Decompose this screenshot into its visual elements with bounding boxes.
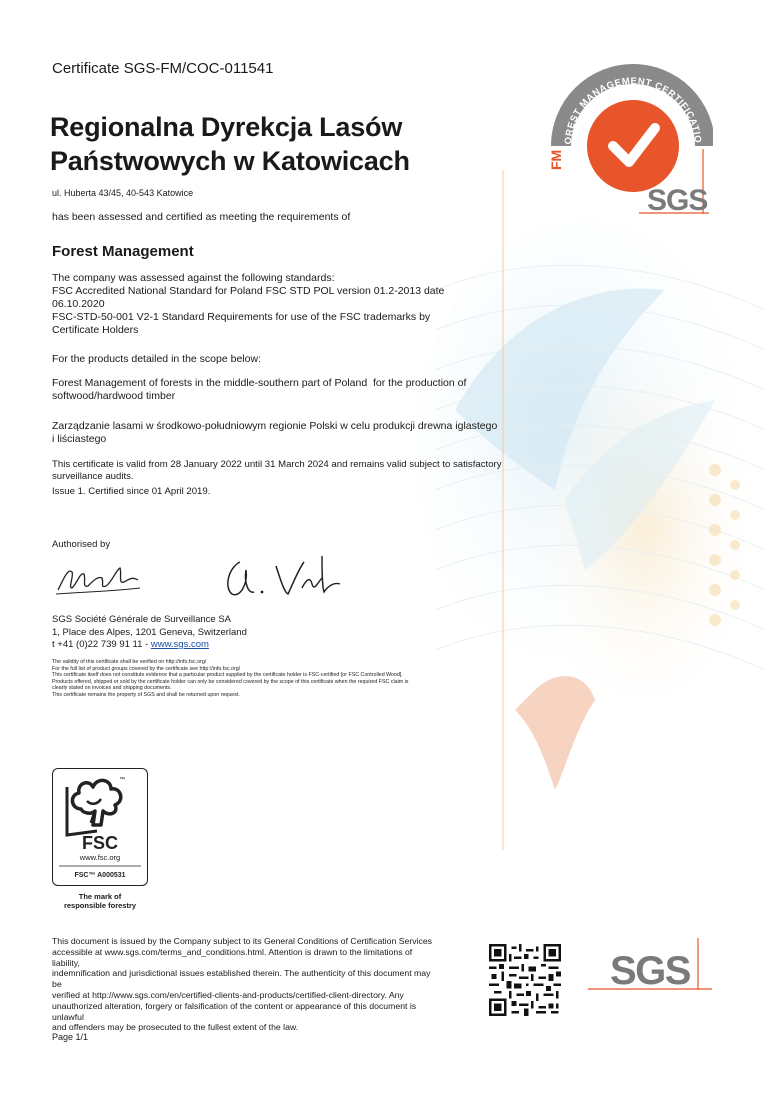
note-line: This certificate remains the property of SGS and shall be returned upon request.: [52, 691, 240, 698]
sgs-website-link[interactable]: www.sgs.com: [150, 639, 209, 650]
standards-intro: The company was assessed against the following standards:: [52, 272, 335, 284]
product-scope-polish: [52, 420, 512, 446]
certificate-number: Certificate SGS-FM/COC-011541: [52, 60, 274, 77]
assessed-statement: has been assessed and certified as meeting the requirements of: [52, 211, 351, 223]
product-pl-line1: Zarządzanie lasami w środkowo-południowym regionie Polski w celu produkcji drewna iglastego: [52, 420, 498, 432]
logo-arc-text: OREST MANAGEMENT CERTIFICATIO: [562, 75, 704, 145]
disclaimer-line: and offenders may be prosecuted to the fullest extent of the law.: [52, 1022, 299, 1033]
fsc-trademark-symbol: ™: [119, 777, 125, 783]
standard-1-line2: 06.10.2020: [52, 298, 105, 310]
authorised-by-label: Authorised by: [52, 539, 111, 550]
sgs-company-name: SGS Société Générale de Surveillance SA: [52, 614, 232, 625]
standard-2-line2: Certificate Holders: [52, 324, 139, 336]
logo-fm-text: FM: [548, 149, 564, 170]
product-scope-english: [52, 377, 492, 403]
logo-sgs-text: SGS: [647, 184, 708, 217]
legal-disclaimer: [52, 936, 442, 1033]
standard-1-line1: FSC Accredited National Standard for Poland FSC STD POL version 01.2-2013 date: [52, 285, 445, 297]
issue-statement: Issue 1. Certified since 01 April 2019.: [52, 486, 211, 497]
organization-name-line1: Regionalna Dyrekcja Lasów: [50, 112, 403, 142]
disclaimer-line: accessible at www.sgs.com/terms_and_conditions.html. Attention is drawn to the limitations of liability,: [52, 946, 413, 968]
fsc-tagline-line2: responsible forestry: [63, 901, 137, 910]
product-en-line1: Forest Management of forests in the middle-southern part of Poland for the production of: [52, 377, 467, 389]
validity-line1: This certificate is valid from 28 January 2022 until 31 March 2024 and remains valid subject to satisfactory: [52, 459, 502, 470]
fsc-logo-box: [52, 768, 148, 886]
disclaimer-line: This document is issued by the Company subject to its General Conditions of Certification Services: [52, 936, 433, 946]
signature-2: [218, 548, 348, 611]
organization-address: ul. Huberta 43/45, 40-543 Katowice: [52, 188, 194, 198]
note-line: For the full list of product groups covered by the certificate see http://info.fsc.org/: [52, 665, 241, 672]
organization-name-line2: Państwowych w Katowicach: [50, 146, 410, 176]
note-line: This certificate itself does not constitute evidence that a particular product supplied by the certificate holder is FSC-certified [or FSC Controlled Wood].: [52, 672, 403, 678]
page-number: Page 1/1: [52, 1032, 89, 1042]
disclaimer-line: indemnification and jurisdictional issues established therein. The authenticity of this document may be: [52, 968, 431, 990]
fsc-tagline: [52, 892, 148, 910]
disclaimer-line: unauthorized alteration, forgery or falsification of the content or appearance of this document is unlawful: [52, 1000, 417, 1022]
product-en-line2: softwood/hardwood timber: [52, 390, 176, 402]
certificate-notes: [52, 659, 492, 698]
fsc-website: www.fsc.org: [79, 853, 121, 862]
sgs-address: 1, Place des Alpes, 1201 Geneva, Switzerland: [52, 626, 247, 638]
sgs-contact-block: [52, 614, 247, 652]
standards-section: [52, 272, 472, 337]
fsc-license-code: FSC™ A000531: [74, 872, 126, 879]
signature-1: [54, 558, 144, 603]
sgs-phone: t +41 (0)22 739 91 11 -: [52, 639, 151, 650]
product-pl-line2: i liściastego: [52, 433, 107, 445]
validity-statement: [52, 459, 512, 483]
note-line: The validity of this certificate shall be verified on http://info.fsc.org/: [52, 659, 207, 665]
qr-code[interactable]: [489, 944, 561, 1021]
sgs-forest-management-logo: [543, 54, 713, 229]
products-intro: For the products detailed in the scope below:: [52, 353, 261, 365]
fsc-tagline-line1: The mark of: [78, 892, 122, 901]
sgs-phone-line: [52, 639, 247, 652]
note-line: clearly stated on invoices and shipping documents.: [52, 685, 172, 691]
scope-title: Forest Management: [52, 243, 194, 260]
sgs-logo-bottom: [588, 938, 713, 1003]
standard-2-line1: FSC-STD-50-001 V2-1 Standard Requirements for use of the FSC trademarks by: [52, 311, 431, 323]
disclaimer-line: verified at http://www.sgs.com/en/certified-clients-and-products/certified-client-directory. Any: [52, 989, 404, 1000]
organization-name: [50, 110, 410, 178]
note-line: Products offered, shipped or sold by the certificate holder can only be considered covered by the scope of this certificate when the required FSC claim is: [52, 678, 409, 685]
sgs-bottom-text: SGS: [610, 949, 690, 993]
validity-line2: surveillance audits.: [52, 471, 134, 482]
fsc-wordmark: FSC: [82, 833, 118, 853]
